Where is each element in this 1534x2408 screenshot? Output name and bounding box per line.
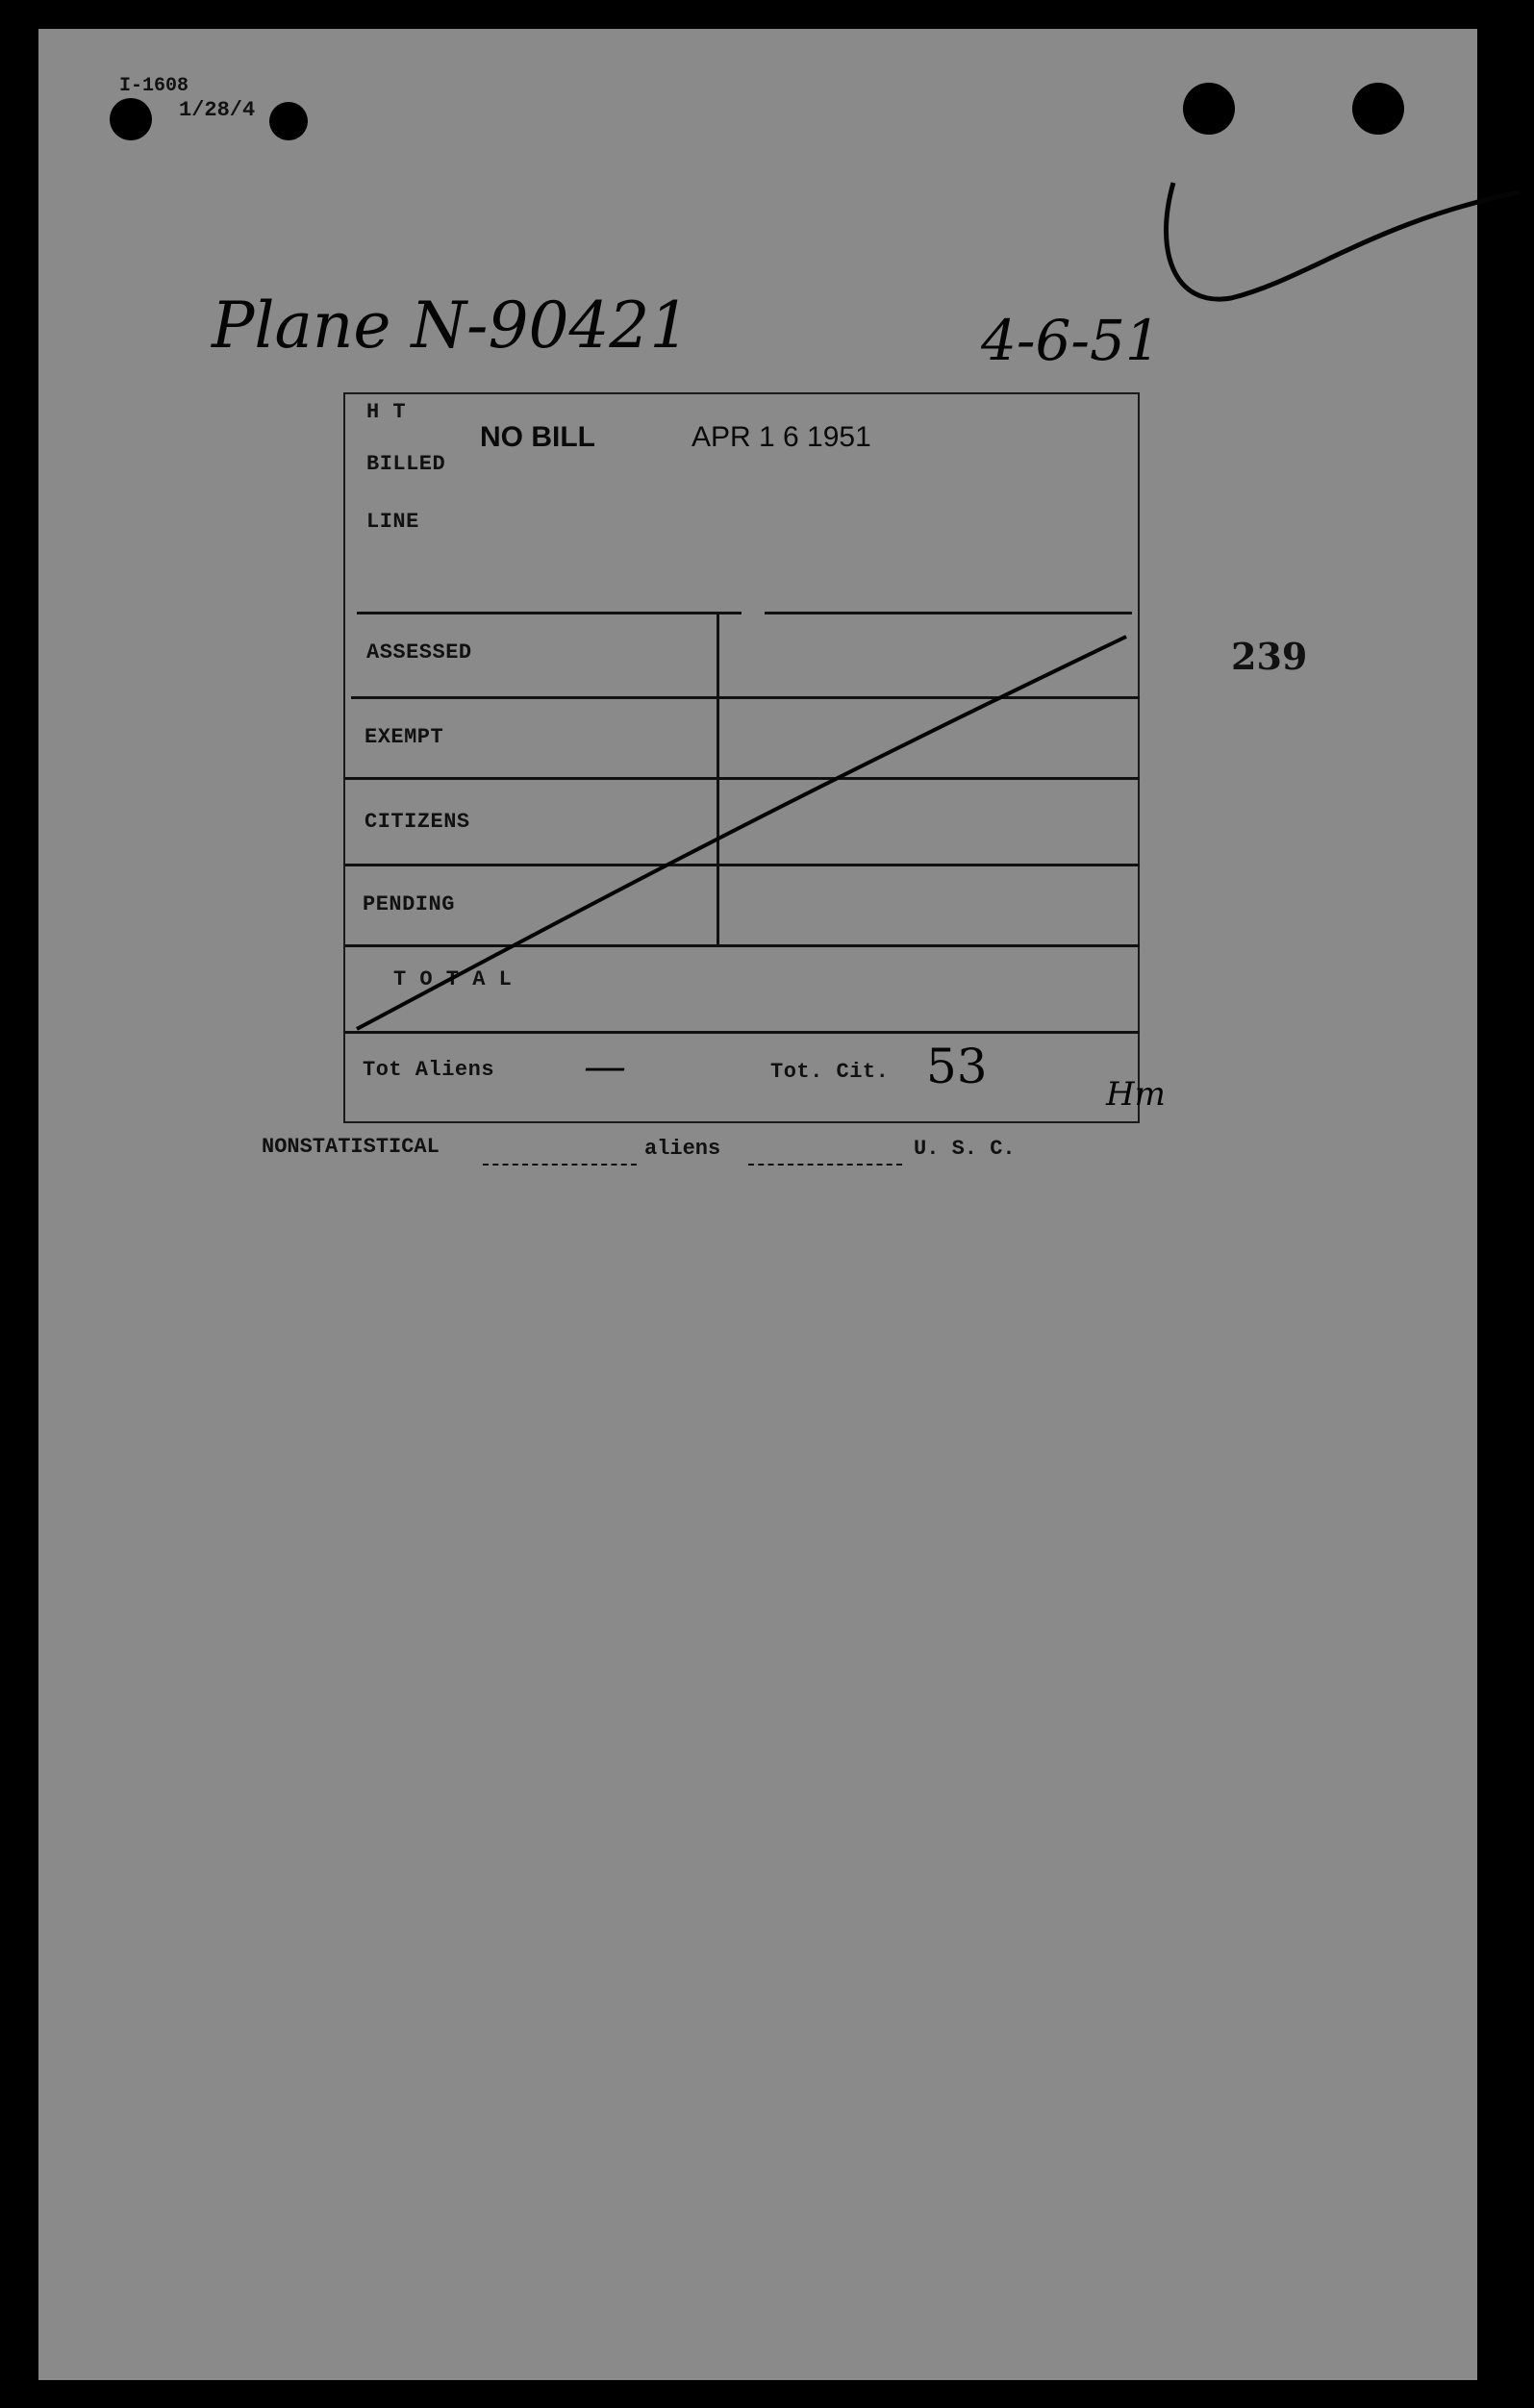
punch-hole-header bbox=[110, 98, 152, 140]
punch-hole-right bbox=[1352, 83, 1404, 135]
handwritten-date: 4-6-51 bbox=[981, 308, 1161, 373]
nonstatistical-blank bbox=[483, 1164, 637, 1166]
label-ht: H T bbox=[366, 400, 407, 424]
tot-cit-value: 53 bbox=[926, 1039, 988, 1094]
tally-form bbox=[343, 392, 1140, 1123]
stamp-no-bill: NO BILL bbox=[480, 421, 595, 453]
tot-aliens-value: — bbox=[584, 1042, 626, 1091]
punch-hole-left bbox=[1183, 83, 1235, 135]
label-tot-aliens: Tot Aliens bbox=[363, 1058, 495, 1082]
diagonal-cancel-line bbox=[345, 394, 1142, 1125]
label-pending: PENDING bbox=[363, 892, 455, 916]
label-total: T O T A L bbox=[393, 967, 513, 991]
form-date: 1/28/4 bbox=[179, 98, 256, 122]
label-exempt: EXEMPT bbox=[365, 725, 444, 749]
label-aliens: aliens bbox=[644, 1137, 721, 1161]
aliens-blank bbox=[748, 1164, 902, 1166]
stamp-date: APR 1 6 1951 bbox=[692, 421, 871, 453]
handwritten-initials: Hm bbox=[1106, 1075, 1166, 1114]
label-nonstatistical: NONSTATISTICAL bbox=[262, 1135, 440, 1159]
document-sheet bbox=[38, 29, 1477, 2380]
page-number: 239 bbox=[1231, 635, 1308, 678]
label-assessed: ASSESSED bbox=[366, 640, 472, 665]
handwritten-check-mark bbox=[1154, 163, 1520, 327]
form-number: I-1608 bbox=[119, 75, 189, 97]
label-citizens: CITIZENS bbox=[365, 810, 470, 834]
label-line: LINE bbox=[366, 510, 419, 534]
label-usc: U. S. C. bbox=[914, 1137, 1016, 1161]
label-tot-cit: Tot. Cit. bbox=[770, 1060, 890, 1084]
label-billed: BILLED bbox=[366, 452, 446, 476]
punch-hole-header-2 bbox=[269, 102, 308, 140]
handwritten-plane-number: Plane N-90421 bbox=[212, 288, 691, 363]
